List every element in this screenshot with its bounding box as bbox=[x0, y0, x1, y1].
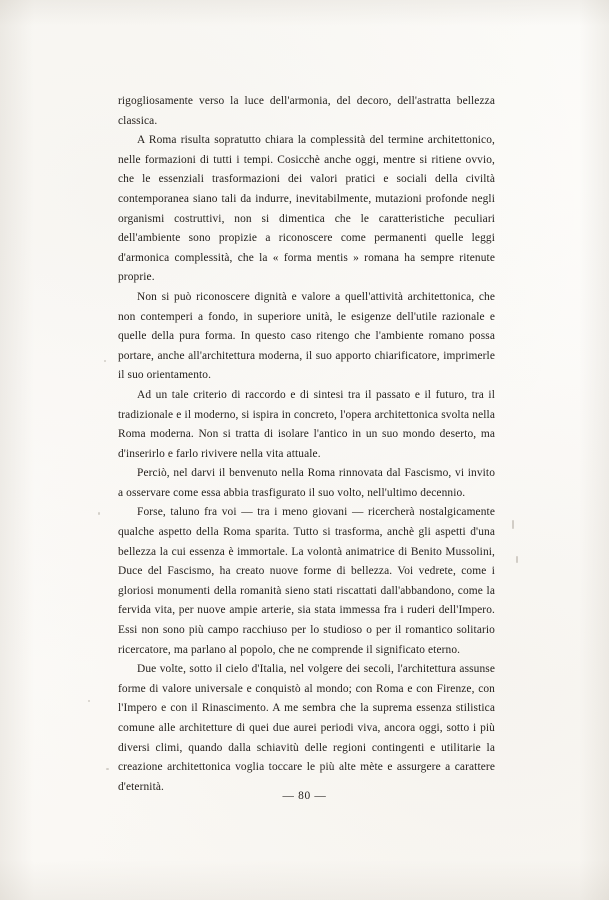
paper-speck bbox=[106, 768, 109, 770]
paper-speck bbox=[104, 360, 106, 362]
paper-speck bbox=[516, 556, 518, 563]
body-text bbox=[118, 92, 495, 797]
paragraph: Non si può riconoscere dignità e valore a quell'attività architettonica, che non contemperi a fondo, in superiore unità, le esigenze dell'utile razionale e quelle della pura forma. In questo caso ritengo che l'ambiente romano possa portare, anche all'architettura moderna, il suo apporto chiarificatore, imprimerle il suo orientamento. bbox=[118, 290, 495, 382]
paper-speck bbox=[98, 512, 100, 515]
paragraph: Perciò, nel darvi il benvenuto nella Roma rinnovata dal Fascismo, vi invito a osservare come essa abbia trasfigurato il suo volto, nell'ultimo decennio. bbox=[118, 467, 495, 499]
page-edge-shading-bottom bbox=[0, 860, 609, 900]
page-edge-shading-left bbox=[0, 0, 34, 900]
page-edge-shading-top bbox=[0, 0, 609, 26]
page-edge-shading-right bbox=[579, 0, 609, 900]
paragraph: Ad un tale criterio di raccordo e di sintesi tra il passato e il futuro, tra il tradizionale e il moderno, si ispira in concreto, l'opera architettonica svolta nella Roma moderna. Non si tratta di isolare l'antico in un suo mondo deserto, ma d'inserirlo e farlo rivivere nella vita attuale. bbox=[118, 388, 495, 460]
paragraph: A Roma risulta sopratutto chiara la complessità del termine architettonico, nelle formazioni di tutti i tempi. Cosicchè anche oggi, mentre si ritiene ovvio, che le essenziali trasformazioni dei valori pratici e sociali della civiltà contemporanea siano tali da indurre, inevitabilmente, mutazioni profonde negli organismi costruttivi, non si dimentica che le caratteristiche peculiari dell'ambiente sono propizie a riconoscere come permanenti quelle leggi d'armonica complessità, che la « forma mentis » romana ha sempre ritenute proprie. bbox=[118, 134, 495, 284]
paper-speck bbox=[88, 700, 90, 702]
paragraph: Due volte, sotto il cielo d'Italia, nel volgere dei secoli, l'architettura assunse forme di valore universale e conquistò al mondo; con Roma e con Firenze, con l'Impero e con il Rinascimento. A me sembra che la suprema essenza stilistica comune alle architetture di quei due aurei periodi viva, ancora oggi, sotto i più diversi climi, quando dalla schiavitù delle regioni contingenti e utilitarie la creazione architettonica voglia toccare le più alte mète e assurgere a carattere d'eternità. bbox=[118, 663, 495, 793]
paragraph: rigogliosamente verso la luce dell'armonia, del decoro, dell'astratta bellezza classica. bbox=[118, 95, 495, 127]
paper-speck bbox=[512, 520, 514, 529]
page-number: — 80 — bbox=[282, 790, 327, 802]
paragraph: Forse, taluno fra voi — tra i meno giovani — ricercherà nostalgicamente qualche aspetto della Roma sparita. Tutto si trasforma, anchè gli aspetti d'una bellezza la cui essenza è immortale. La volontà animatrice di Benito Mussolini, Duce del Fascismo, ha creato nuove forme di bellezza. Voi vedrete, come i gloriosi monumenti della romanità sieno stati riscattati dall'abbandono, come la fervida vita, per nuove ampie arterie, sia stata immessa fra i ruderi dell'Impero. Essi non sono più campo racchiuso per lo studioso o per il romantico solitario ricercatore, ma parlano al popolo, che ne comprende il significato eterno. bbox=[118, 506, 495, 656]
